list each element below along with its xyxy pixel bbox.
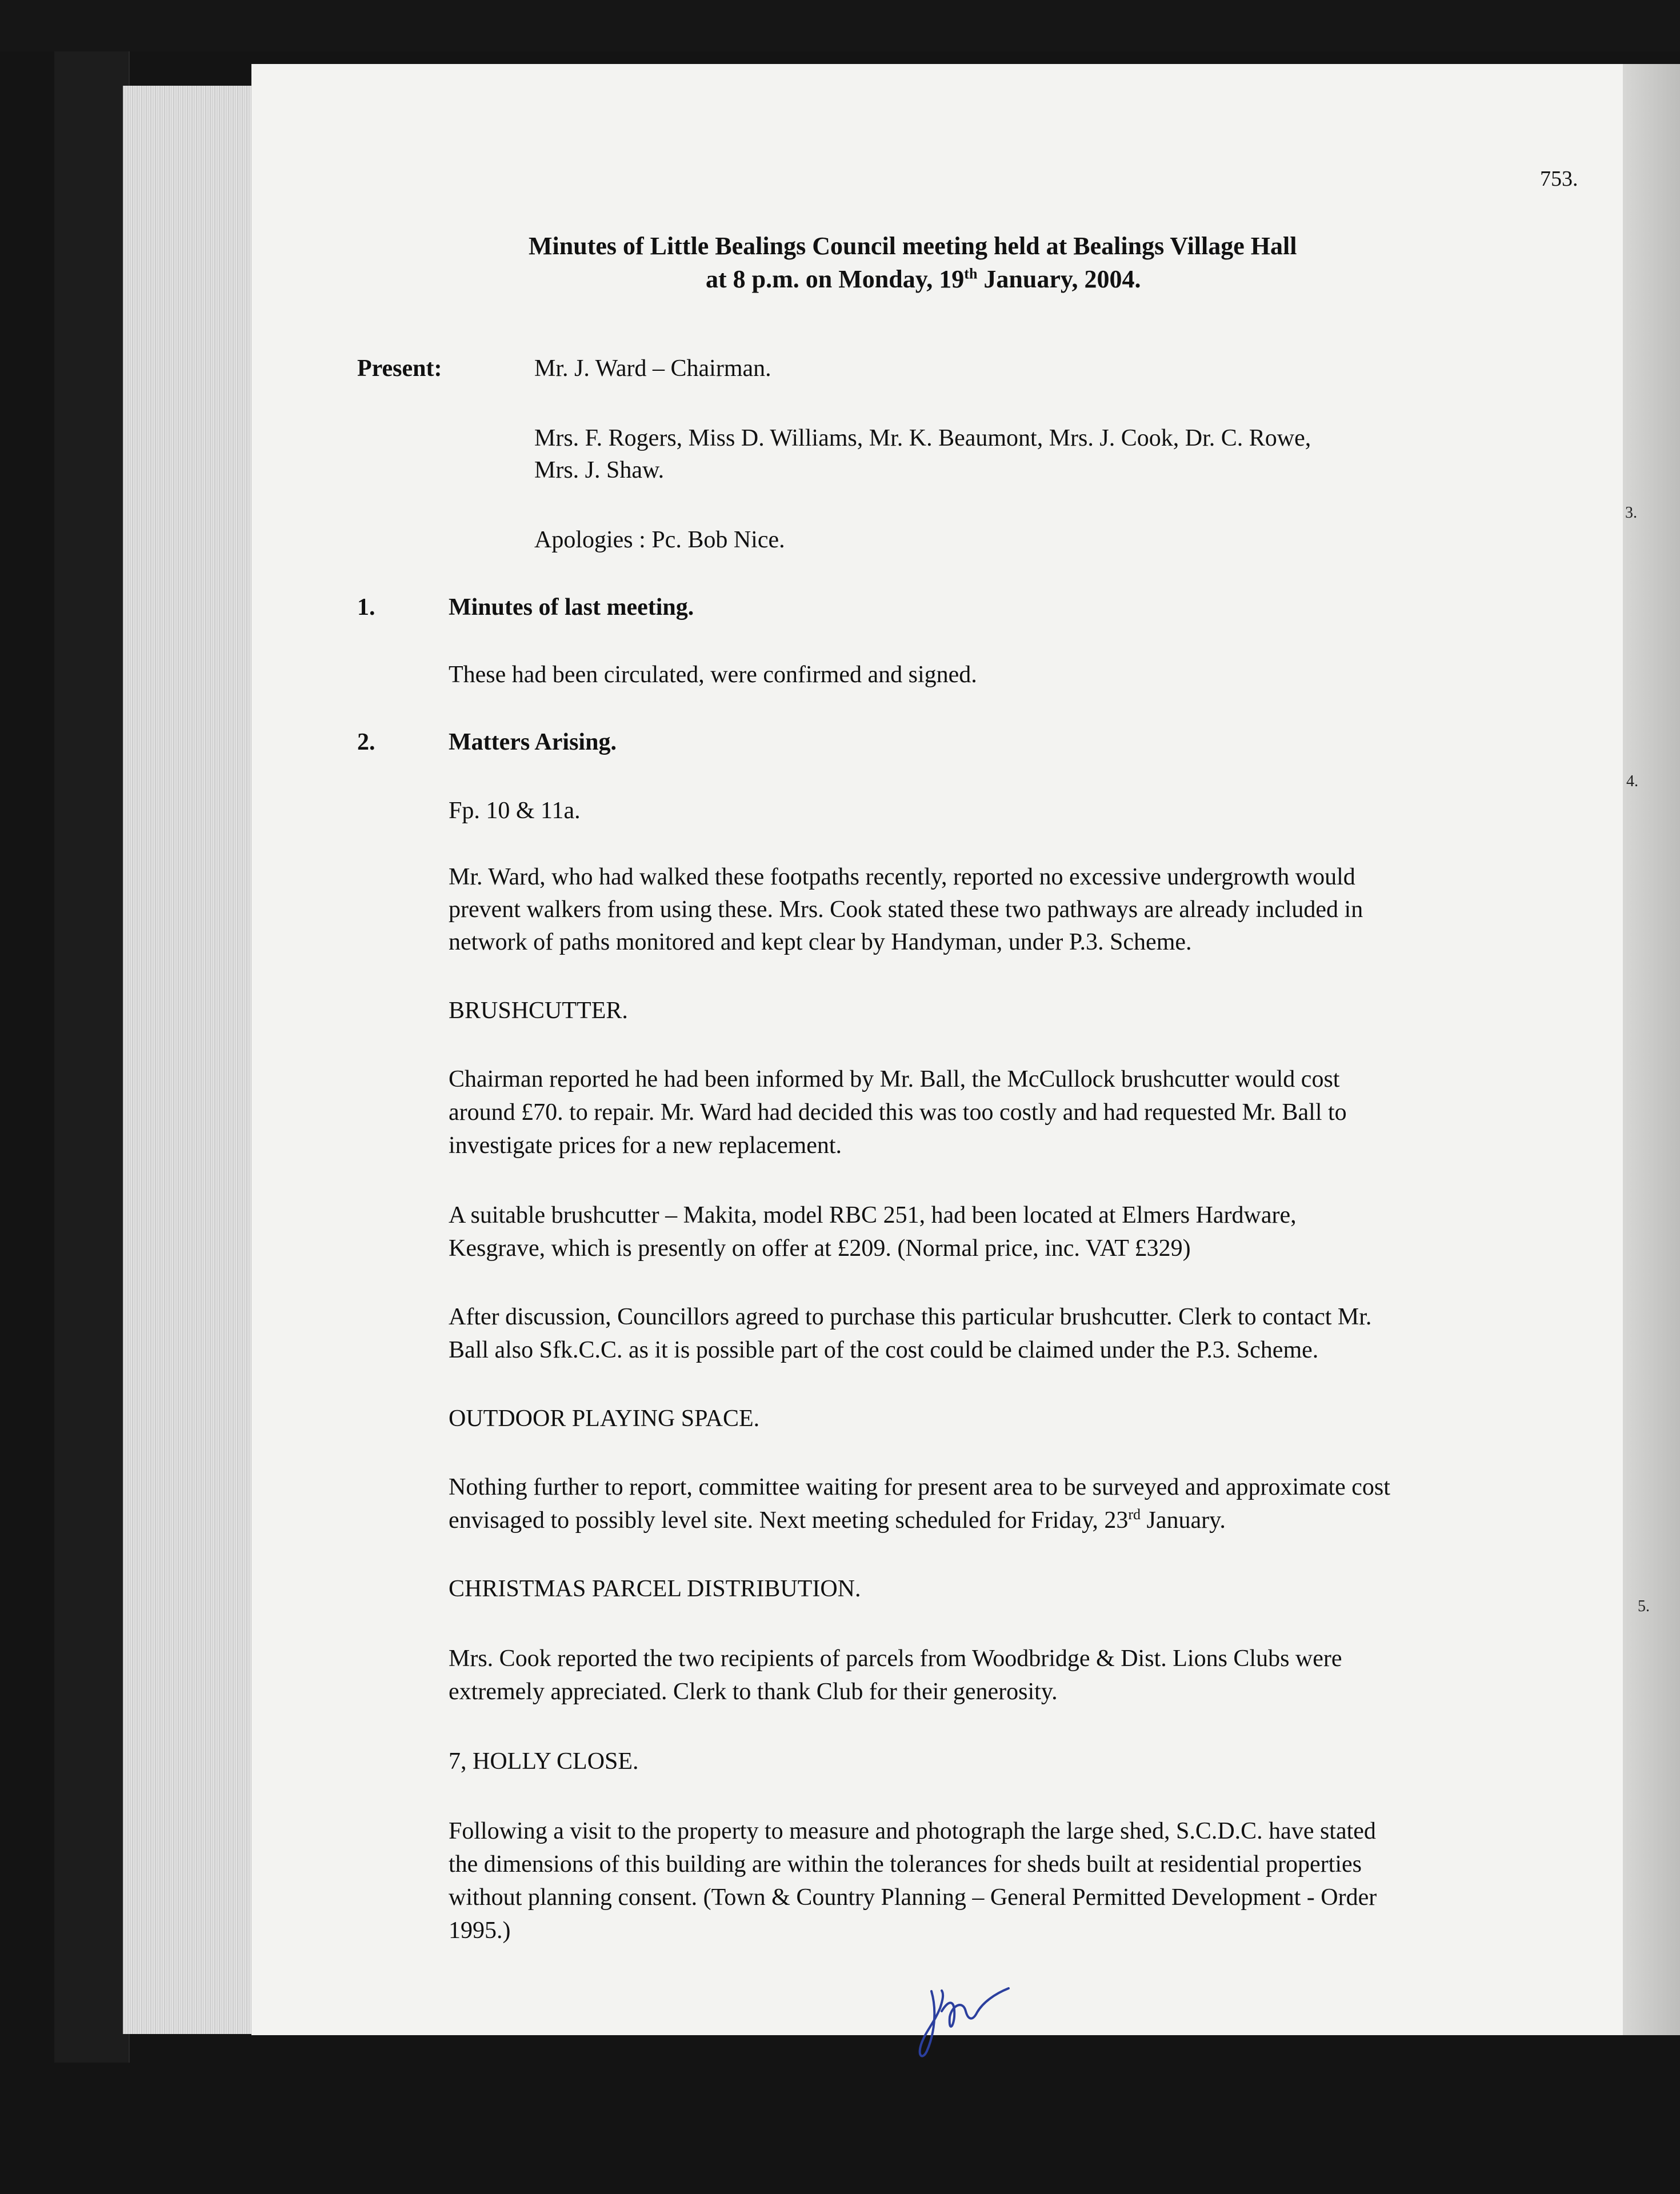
footpaths-line-3: network of paths monitored and kept clear by Handyman, under P.3. Scheme. <box>449 929 1192 955</box>
playing-space-heading: OUTDOOR PLAYING SPACE. <box>449 1406 760 1432</box>
chairman: Mr. J. Ward – Chairman. <box>534 355 771 382</box>
playing-space-line-1: Nothing further to report, committee waiting for present area to be surveyed and approximate cost <box>449 1474 1390 1500</box>
item-2-heading: Matters Arising. <box>449 729 617 755</box>
holly-close-heading: 7, HOLLY CLOSE. <box>449 1748 639 1775</box>
margin-number-5: 5. <box>1638 1598 1650 1615</box>
christmas-heading: CHRISTMAS PARCEL DISTRIBUTION. <box>449 1576 861 1602</box>
page-number: 753. <box>1540 167 1578 191</box>
signature-initials <box>909 1977 1046 2063</box>
brushcutter-heading: BRUSHCUTTER. <box>449 998 628 1024</box>
holly-close-line-2: the dimensions of this building are within the tolerances for sheds built at residential properties <box>449 1851 1362 1877</box>
item-1-heading: Minutes of last meeting. <box>449 594 694 620</box>
brushcutter-p3-line-1: After discussion, Councillors agreed to purchase this particular brushcutter. Clerk to contact Mr. <box>449 1304 1372 1330</box>
members-line-2: Mrs. J. Shaw. <box>534 457 665 483</box>
playing-space-line-2: envisaged to possibly level site. Next meeting scheduled for Friday, 23rd January. <box>449 1506 1226 1534</box>
brushcutter-p2-line-2: Kesgrave, which is presently on offer at £209. (Normal price, inc. VAT £329) <box>449 1235 1191 1262</box>
document-page <box>251 64 1623 2035</box>
holly-close-line-1: Following a visit to the property to measure and photograph the large shed, S.C.D.C. have stated <box>449 1818 1376 1844</box>
scan-background <box>0 0 1680 51</box>
page-stack-edge <box>123 86 254 2034</box>
footpaths-label: Fp. 10 & 11a. <box>449 798 581 824</box>
item-1-text: These had been circulated, were confirmed and signed. <box>449 662 977 688</box>
margin-number-3: 3. <box>1625 504 1637 522</box>
item-1-number: 1. <box>357 594 375 620</box>
binder-cover <box>54 51 130 2063</box>
title-line-1: Minutes of Little Bealings Council meeting held at Bealings Village Hall <box>529 232 1297 260</box>
christmas-line-1: Mrs. Cook reported the two recipients of parcels from Woodbridge & Dist. Lions Clubs were <box>449 1646 1342 1672</box>
members-line-1: Mrs. F. Rogers, Miss D. Williams, Mr. K. Beaumont, Mrs. J. Cook, Dr. C. Rowe, <box>534 425 1311 451</box>
brushcutter-p3-line-2: Ball also Sfk.C.C. as it is possible part of the cost could be claimed under the P.3. Scheme. <box>449 1337 1319 1363</box>
margin-number-4: 4. <box>1626 772 1638 790</box>
holly-close-line-4: 1995.) <box>449 1917 511 1944</box>
brushcutter-p1-line-3: investigate prices for a new replacement. <box>449 1132 842 1159</box>
footpaths-line-2: prevent walkers from using these. Mrs. Cook stated these two pathways are already included in <box>449 896 1363 923</box>
present-label: Present: <box>357 355 442 382</box>
title-line-2: at 8 p.m. on Monday, 19th January, 2004. <box>706 265 1141 293</box>
holly-close-line-3: without planning consent. (Town & Country Planning – General Permitted Development - Order <box>449 1884 1377 1911</box>
brushcutter-p2-line-1: A suitable brushcutter – Makita, model RBC 251, had been located at Elmers Hardware, <box>449 1202 1297 1228</box>
footpaths-line-1: Mr. Ward, who had walked these footpaths recently, reported no excessive undergrowth would <box>449 864 1355 890</box>
brushcutter-p1-line-1: Chairman reported he had been informed by Mr. Ball, the McCullock brushcutter would cost <box>449 1066 1340 1092</box>
christmas-line-2: extremely appreciated. Clerk to thank Club for their generosity. <box>449 1679 1058 1705</box>
apologies: Apologies : Pc. Bob Nice. <box>534 527 785 553</box>
brushcutter-p1-line-2: around £70. to repair. Mr. Ward had decided this was too costly and had requested Mr. Ball to <box>449 1099 1347 1126</box>
item-2-number: 2. <box>357 729 375 755</box>
next-page-edge <box>1620 64 1680 2035</box>
